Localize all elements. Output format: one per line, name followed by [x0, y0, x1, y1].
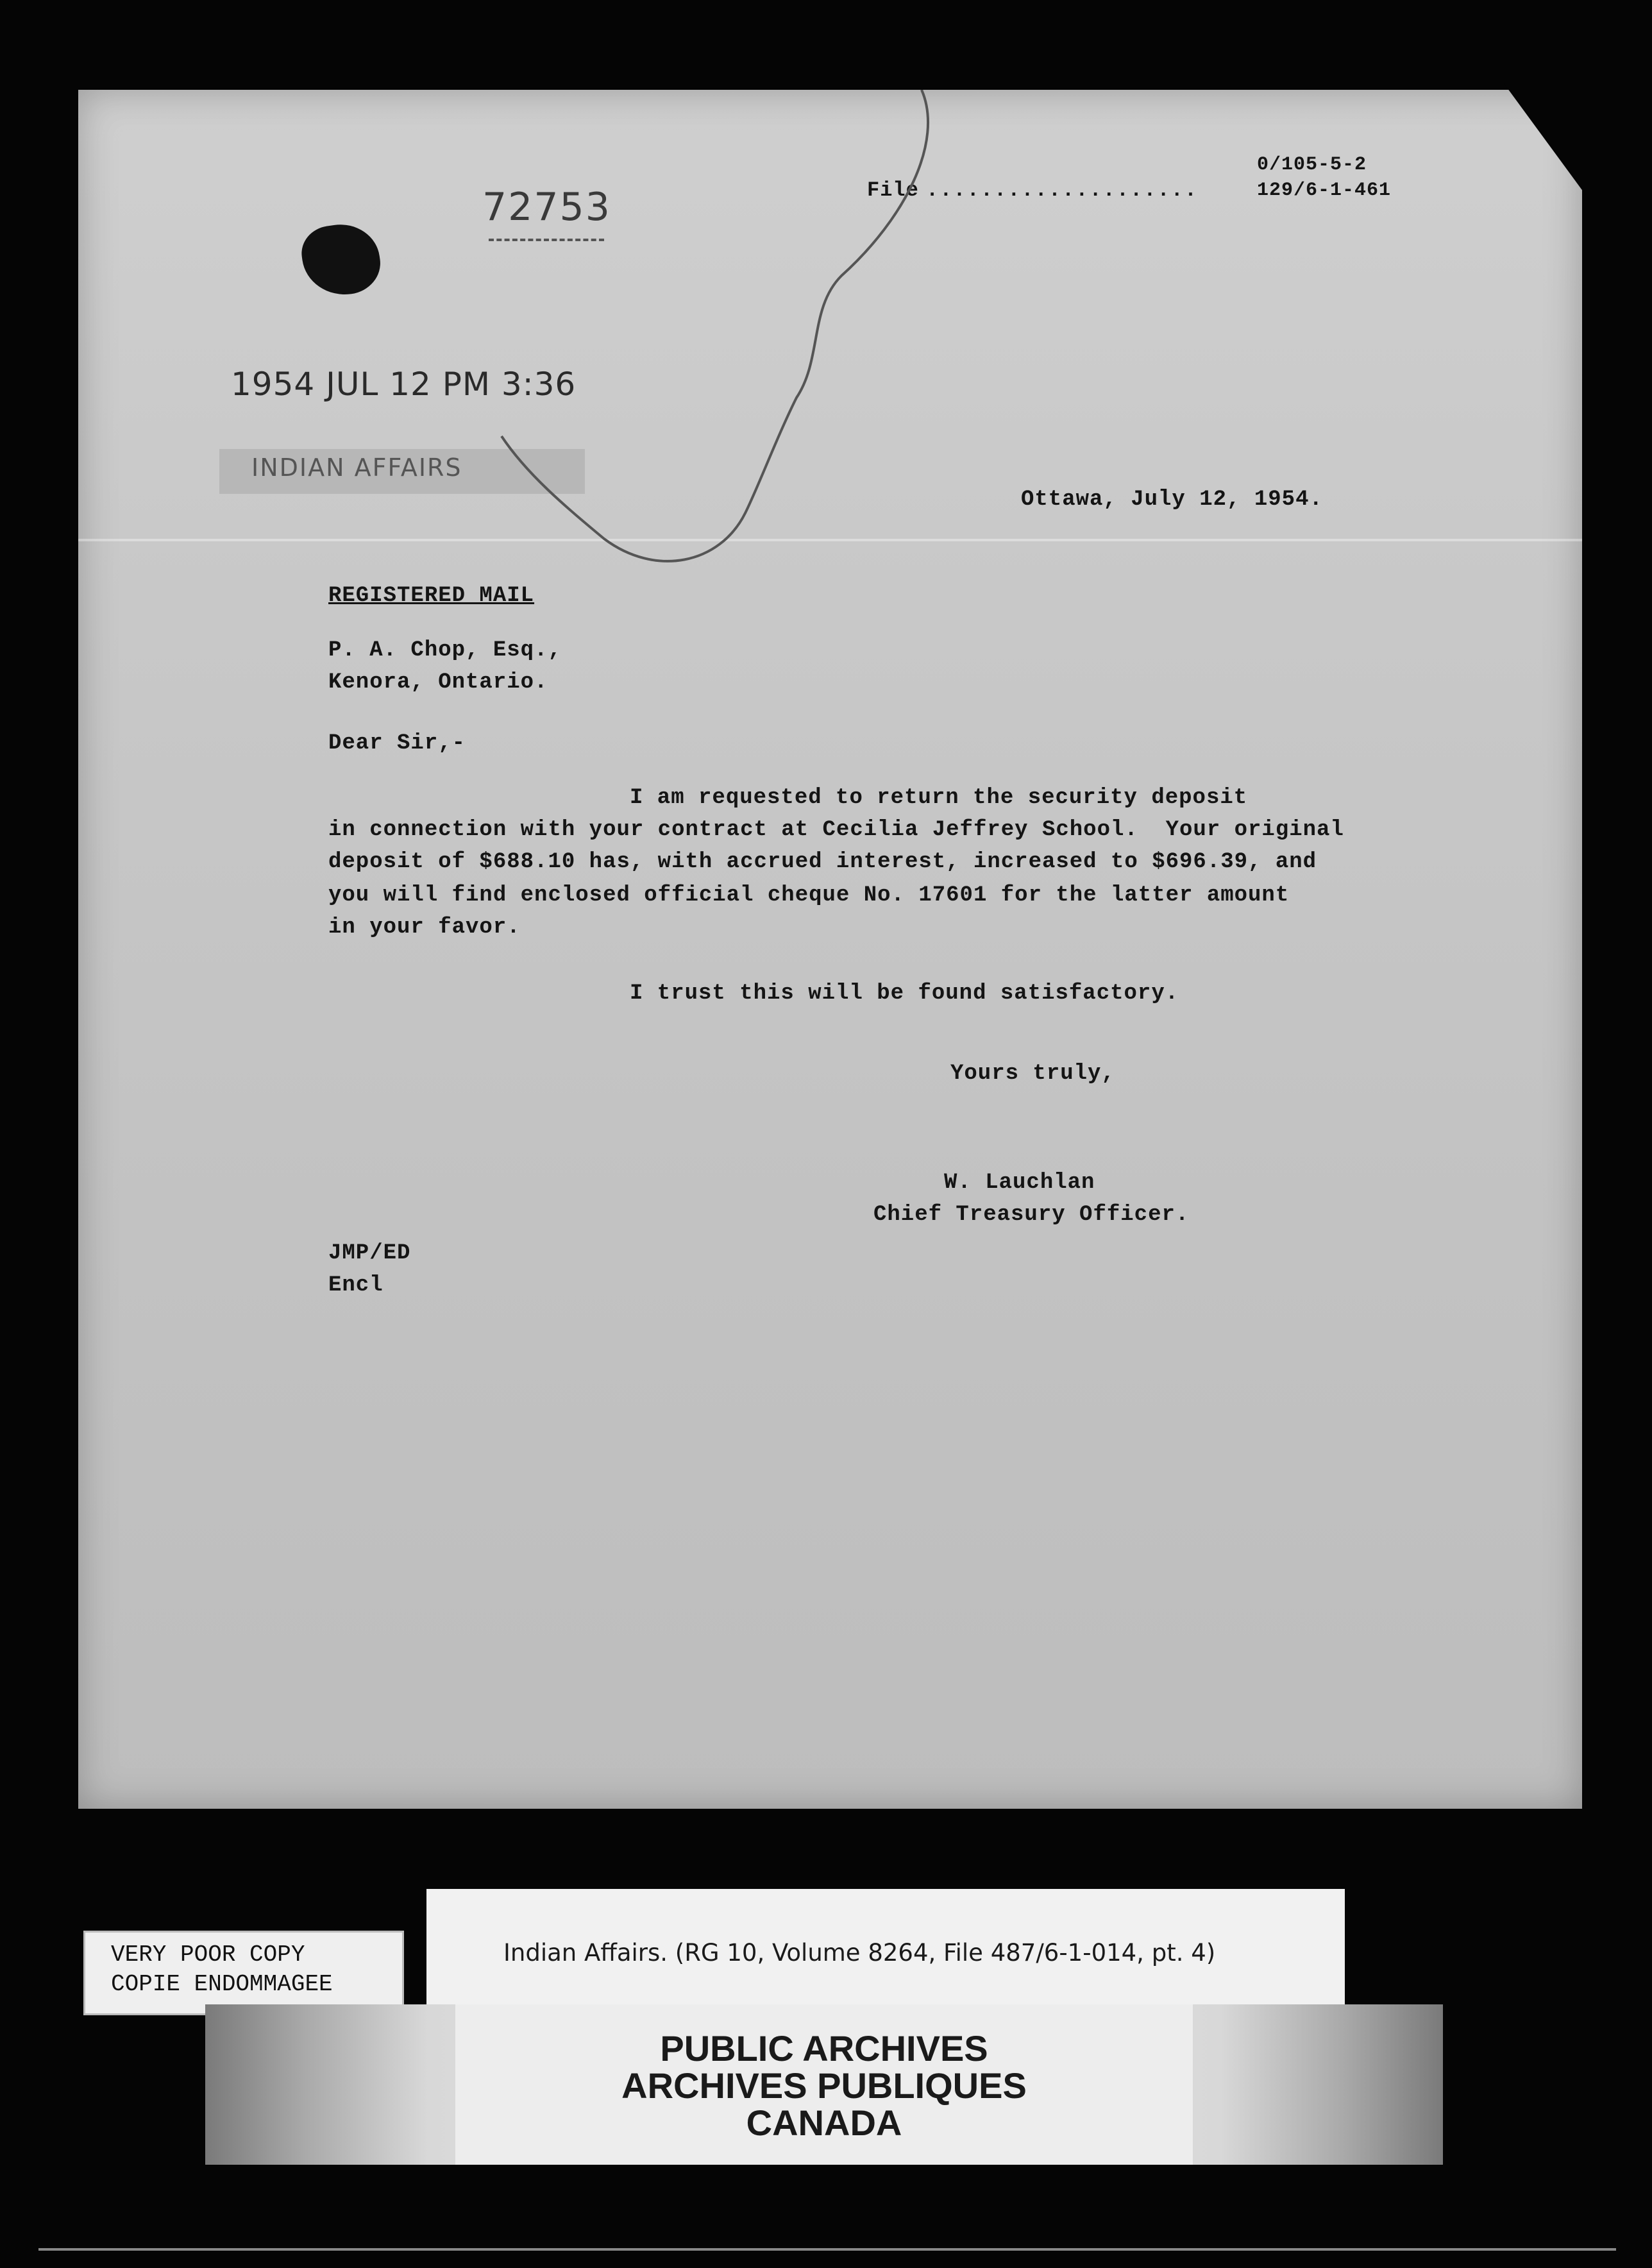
archives-label — [455, 2004, 1193, 2165]
reference-initials: JMP/ED — [328, 1241, 411, 1265]
signature-name: W. Lauchlan — [944, 1171, 1095, 1195]
body-line: deposit of $688.10 has, with accrued interest, increased to $696.39, and — [328, 850, 1317, 874]
body-line: I trust this will be found satisfactory. — [630, 981, 1179, 1006]
salutation: Dear Sir,- — [328, 731, 466, 756]
address-line: P. A. Chop, Esq., — [328, 638, 562, 663]
letter-page — [78, 90, 1582, 1809]
pencil-scribble — [78, 90, 1582, 603]
address-line: Kenora, Ontario. — [328, 670, 548, 695]
copy-quality-label — [83, 1931, 404, 2015]
body-line: in connection with your contract at Cecilia Jeffrey School. Your original — [328, 818, 1344, 842]
archives-label-strip — [205, 2004, 1443, 2165]
film-edge-line — [38, 2248, 1616, 2251]
body-line: in your favor. — [328, 915, 521, 940]
institution-line: PUBLIC ARCHIVES — [660, 2028, 988, 2069]
file-dots: .................... — [926, 178, 1199, 202]
body-line: you will find enclosed official cheque No. 17601 for the latter amount — [328, 883, 1290, 908]
file-number: 129/6-1-461 — [1257, 180, 1392, 201]
archive-reference-label — [426, 1889, 1345, 2008]
stamp-number: 72753 — [482, 185, 611, 230]
closing: Yours truly, — [950, 1062, 1115, 1086]
signature-title: Chief Treasury Officer. — [873, 1203, 1190, 1227]
copy-quality-line: COPIE ENDOMMAGEE — [111, 1971, 333, 1997]
archive-reference-text: Indian Affairs. (RG 10, Volume 8264, File 487/6-1-014, pt. 4) — [503, 1939, 1216, 1967]
file-label: File — [867, 178, 919, 202]
institution-line: CANADA — [746, 2103, 902, 2143]
enclosure-note: Encl — [328, 1273, 384, 1298]
institution-line: ARCHIVES PUBLIQUES — [621, 2065, 1027, 2106]
received-date-stamp: 1954 JUL 12 PM 3:36 — [231, 366, 577, 403]
body-line: I am requested to return the security deposit — [630, 786, 1248, 810]
department-stamp: INDIAN AFFAIRS — [251, 453, 462, 482]
letter-date: Ottawa, July 12, 1954. — [1021, 487, 1323, 512]
registered-mail-heading: REGISTERED MAIL — [328, 584, 535, 608]
file-number: 0/105-5-2 — [1257, 154, 1367, 176]
copy-quality-line: VERY POOR COPY — [111, 1942, 305, 1968]
